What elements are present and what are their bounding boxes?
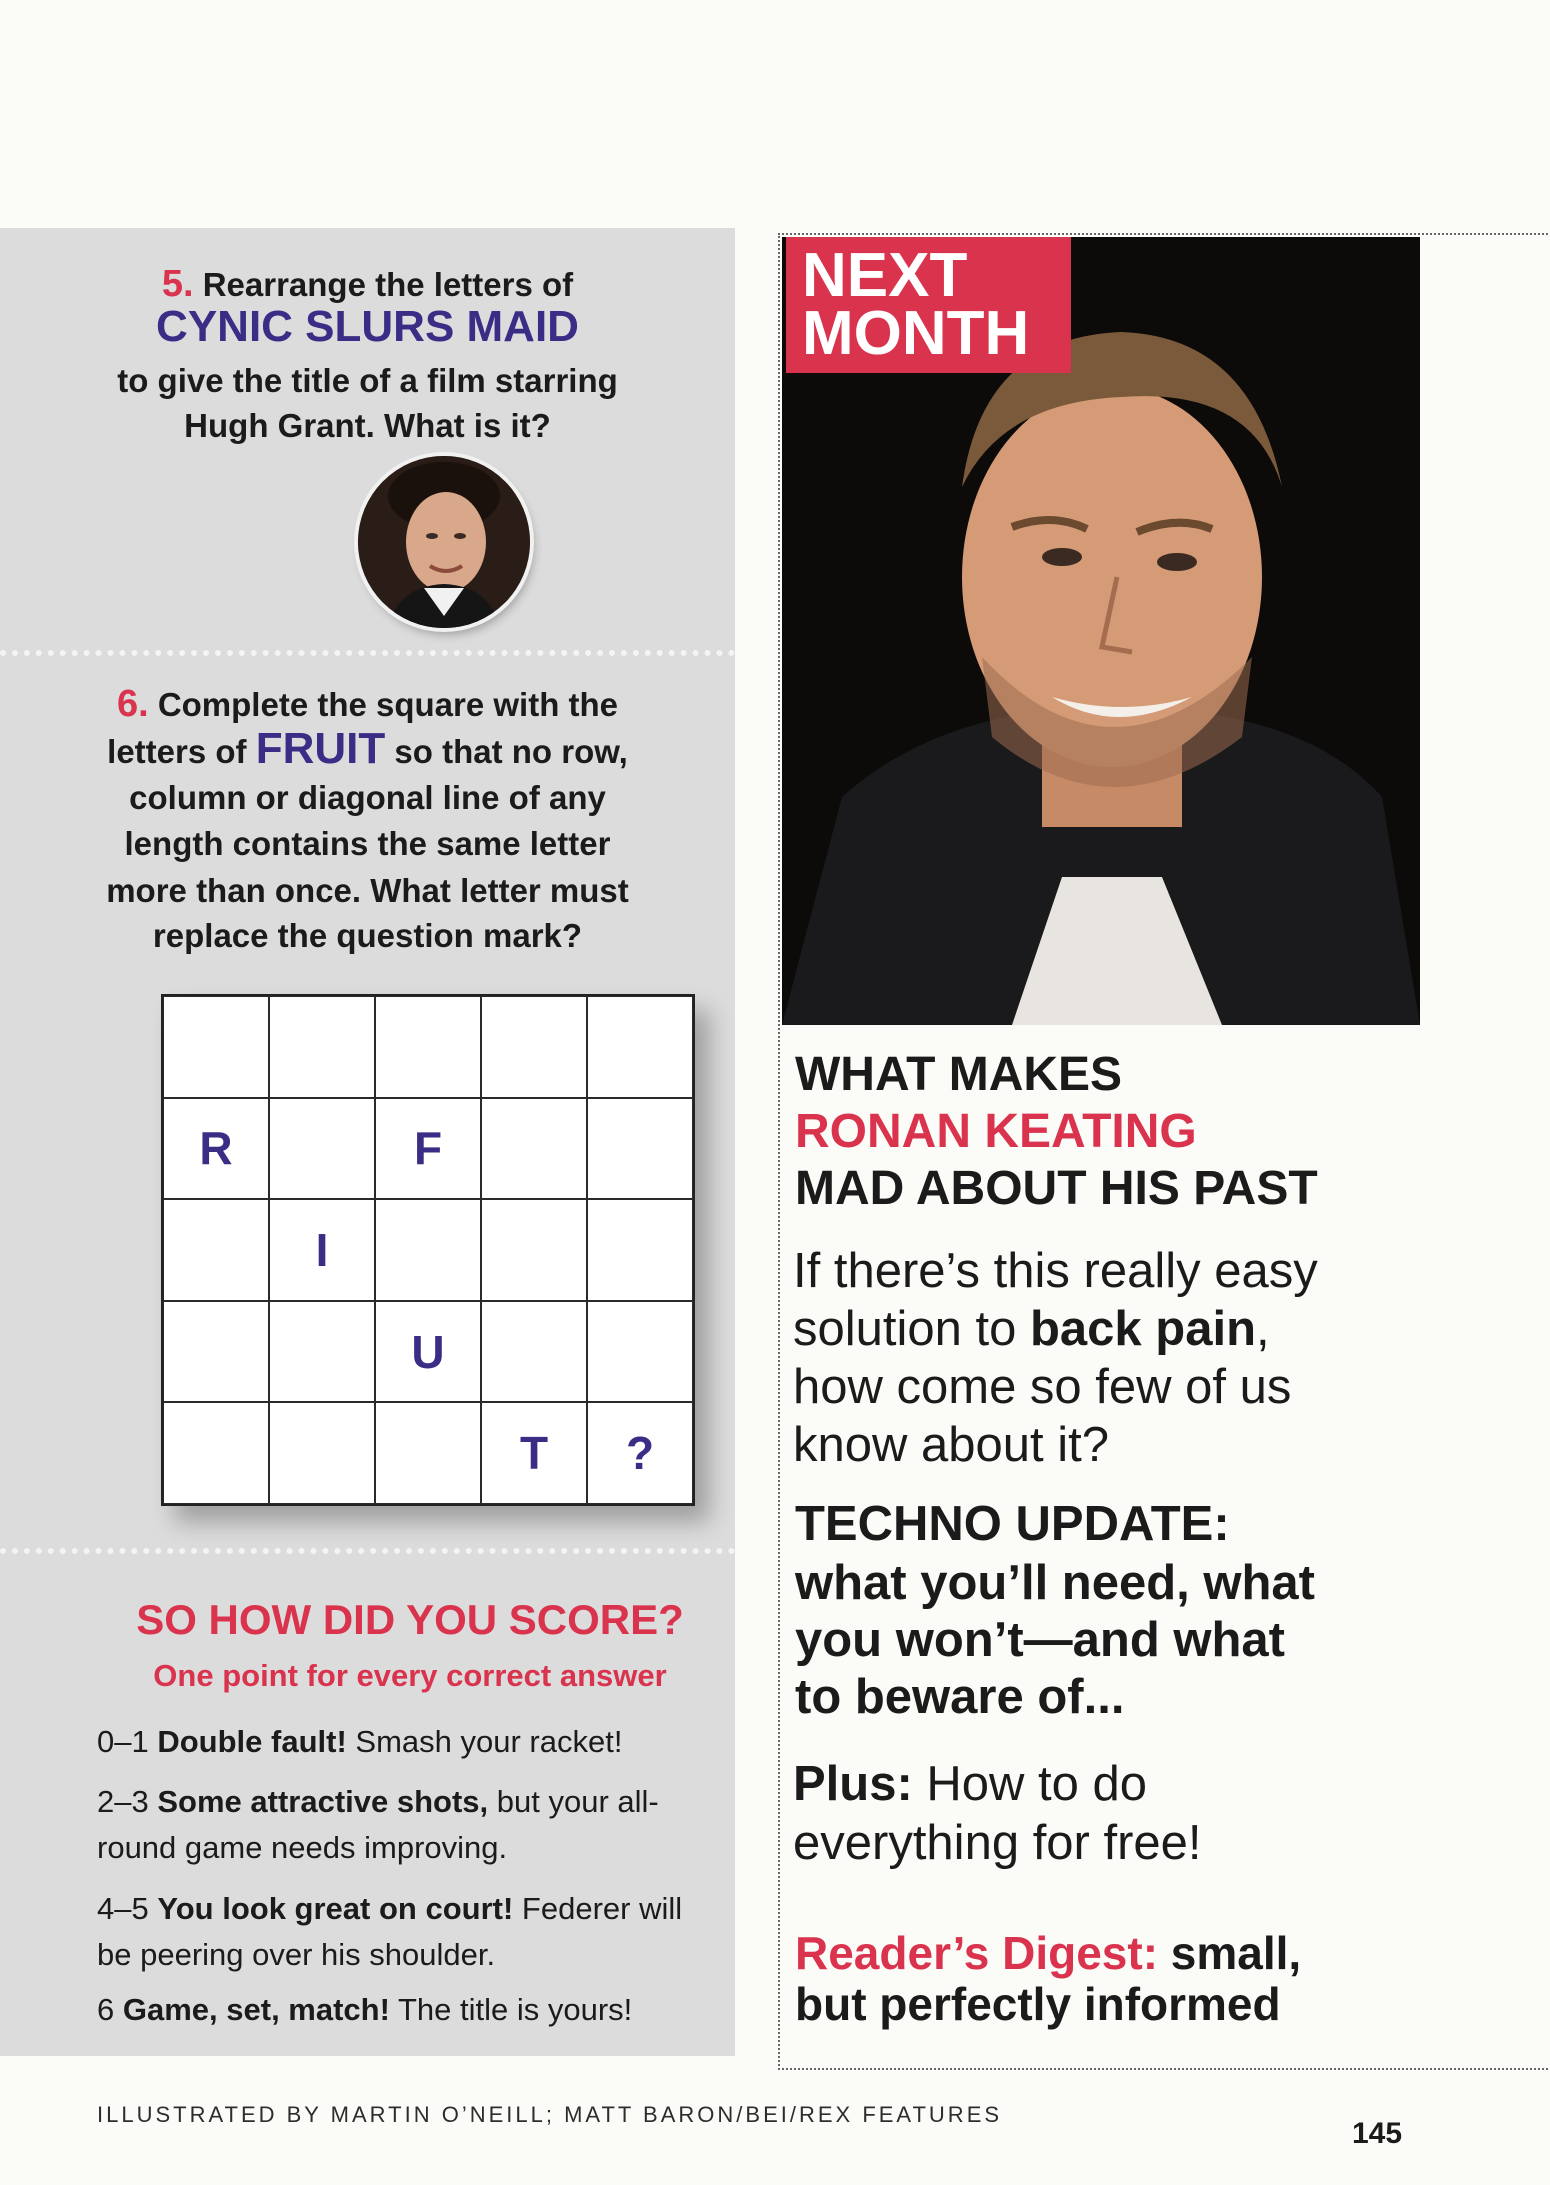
techno-line2: what you’ll need, what bbox=[795, 1556, 1316, 1610]
letter-grid bbox=[161, 994, 695, 1506]
photo-credit: ILLUSTRATED BY MARTIN O’NEILL; MATT BARON/BEI/REX FEATURES bbox=[97, 2102, 1003, 2127]
grid-cell bbox=[587, 996, 693, 1098]
question-6-line5: more than once. What letter must bbox=[106, 872, 629, 909]
grid-cell: ? bbox=[587, 1402, 693, 1504]
question-5-line3: Hugh Grant. What is it? bbox=[184, 407, 551, 444]
grid-cell bbox=[587, 1199, 693, 1301]
score-item: 2–3 Some attractive shots, but your all-round game needs improving. bbox=[97, 1784, 659, 1865]
back-pain-line3: how come so few of us bbox=[793, 1360, 1292, 1414]
divider bbox=[0, 1548, 735, 1554]
score-item: 6 Game, set, match! The title is yours! bbox=[97, 1992, 633, 2027]
tagline-line1: Reader’s Digest: small, bbox=[795, 1927, 1302, 1979]
grid-cell: I bbox=[269, 1199, 375, 1301]
divider bbox=[0, 650, 735, 656]
grid-cell bbox=[481, 1301, 587, 1403]
grid-cell bbox=[481, 996, 587, 1098]
grid-cell bbox=[481, 1199, 587, 1301]
score-title: SO HOW DID YOU SCORE? bbox=[136, 1596, 684, 1643]
grid-cell bbox=[269, 1402, 375, 1504]
techno-line4: to beware of... bbox=[795, 1670, 1125, 1724]
question-5-line2: to give the title of a film starring bbox=[117, 362, 618, 399]
back-pain-line4: know about it? bbox=[793, 1418, 1109, 1472]
page-number: 145 bbox=[1352, 2117, 1403, 2150]
question-5-intro: 5. Rearrange the letters of bbox=[161, 263, 574, 305]
tagline-line2: but perfectly informed bbox=[795, 1978, 1281, 2030]
grid-cell bbox=[587, 1301, 693, 1403]
hugh-grant-photo bbox=[358, 456, 530, 628]
question-6-line6: replace the question mark? bbox=[152, 917, 583, 954]
grid-cell bbox=[375, 1402, 481, 1504]
question-6-line4: length contains the same letter bbox=[124, 825, 611, 862]
anagram-text: CYNIC SLURS MAID bbox=[156, 302, 579, 351]
grid-cell bbox=[269, 1098, 375, 1200]
score-item: 0–1 Double fault! Smash your racket! bbox=[97, 1724, 623, 1759]
grid-cell bbox=[375, 996, 481, 1098]
headline-line3: MAD ABOUT HIS PAST bbox=[795, 1162, 1318, 1215]
next-month-badge: NEXT MONTH bbox=[786, 237, 1071, 373]
grid-cell bbox=[587, 1098, 693, 1200]
grid-cell bbox=[163, 1402, 269, 1504]
grid-cell bbox=[163, 1199, 269, 1301]
grid-cell: U bbox=[375, 1301, 481, 1403]
grid-cell bbox=[163, 996, 269, 1098]
grid-cell bbox=[481, 1098, 587, 1200]
score-item: 4–5 You look great on court! Federer will be peering over his shoulder. bbox=[97, 1891, 683, 1972]
grid-cell: T bbox=[481, 1402, 587, 1504]
grid-cell bbox=[269, 1301, 375, 1403]
back-pain-line2: solution to back pain, bbox=[793, 1302, 1270, 1356]
grid-cell: F bbox=[375, 1098, 481, 1200]
grid-cell bbox=[163, 1301, 269, 1403]
grid-cell bbox=[375, 1199, 481, 1301]
grid-cell: R bbox=[163, 1098, 269, 1200]
question-6-line3: column or diagonal line of any bbox=[129, 779, 606, 816]
techno-line1: TECHNO UPDATE: bbox=[795, 1497, 1230, 1551]
grid-cell bbox=[269, 996, 375, 1098]
back-pain-line1: If there’s this really easy bbox=[793, 1244, 1318, 1298]
score-subtitle: One point for every correct answer bbox=[153, 1658, 667, 1693]
question-6-line2: letters of FRUIT so that no row, bbox=[107, 724, 628, 773]
headline-line1: WHAT MAKES bbox=[795, 1048, 1123, 1101]
plus-line1: Plus: How to do bbox=[793, 1757, 1148, 1811]
plus-line2: everything for free! bbox=[793, 1816, 1202, 1870]
techno-line3: you won’t—and what bbox=[795, 1613, 1285, 1667]
headline-name: RONAN KEATING bbox=[795, 1105, 1197, 1158]
question-6-line1: 6. Complete the square with the bbox=[116, 683, 619, 725]
